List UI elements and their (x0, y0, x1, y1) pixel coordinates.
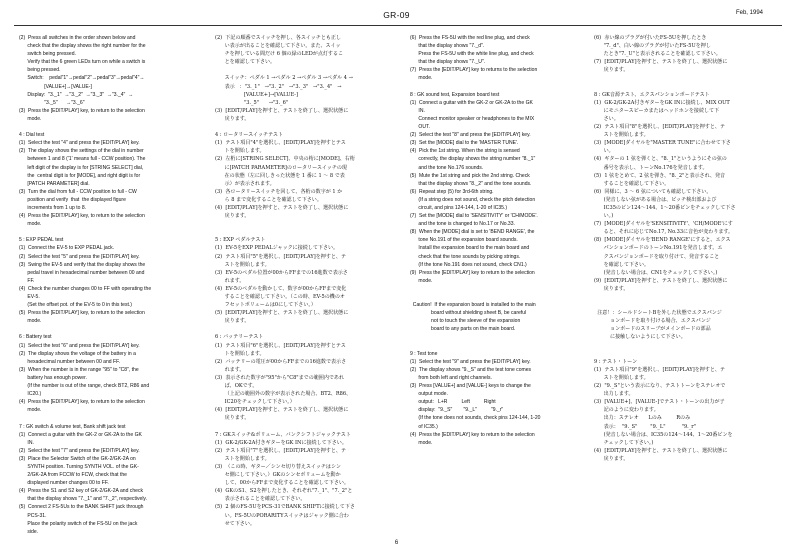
text-line: 7 : GKスイッチ&ボリューム、バンクシフトジャックテスト (215, 431, 351, 438)
text-line: (5) Press the [EDIT/PLAY] key, to return to the selection (19, 310, 145, 317)
page-number: 6 (394, 540, 399, 546)
text-line: output: L+R Left Right (410, 399, 496, 406)
text-line: ョンボードのスリーブがメインボードの部品 (594, 326, 711, 333)
text-line: (2) テスト項目"5"を選択し、[EDIT/PLAY]を押すと、テ (215, 253, 347, 260)
text-line: 表示： "9._S" "9._L" "9._r" (594, 423, 697, 430)
text-line: (1) テスト項目"9"を選択し、[EDIT/PLAY]を押すと、テ (594, 366, 726, 373)
text-line: switch being pressed. (19, 51, 76, 58)
text-line: that the display shows "8._2" and the tone sounds. (410, 180, 532, 187)
text-line: and the tone No.176 sounds. (410, 164, 484, 171)
text-line: (3) Set the [MODE] dial to the 'MASTER TUNE'. (410, 140, 519, 147)
text-line: 示）が表示されます。 (215, 180, 275, 187)
text-line: left digit of the display is for [STRING SELECT] dial, (19, 164, 144, 171)
text-line: Switch: pedal"1"→pedal"2"→pedal"3"→pedal"4"→ (19, 75, 145, 82)
text-line: (2) Select the test "8" and press the [EDIT/PLAY] key. (410, 132, 531, 139)
text-line: (6) 同様に、3 ～ 6 弦についても確認して下さい。 (594, 188, 712, 195)
text-line: 戻ります。 (594, 67, 629, 74)
text-line: (9) Press the [EDIT/PLAY] key to return to the selection (410, 269, 535, 276)
text-line: (2) The display shows "9._S" and the test tone comes (410, 366, 532, 373)
text-line: (2) Select the test "5" and press the [EDIT/PLAY] key. (19, 253, 140, 260)
text-line: (7) [EDIT/PLAY]を押すと、テストを終了し、選択状態に (594, 59, 728, 66)
text-line: に接触しないようにして下さい。 (594, 334, 686, 341)
text-line: (2) テスト項目"8"を選択し、[EDIT/PLAY]を押すと、テ (594, 124, 726, 131)
text-line: mode. (410, 439, 433, 446)
text-line (594, 83, 784, 91)
text-line: Press the FS-5U with the white line plug, and check (410, 51, 534, 58)
text-line: mode. (19, 318, 42, 325)
text-line: 8 : GK音源テスト、エクスパンションボードテスト (594, 91, 710, 98)
text-line: チェックして下さい。) (594, 439, 654, 446)
text-line: the central digit is for [MODE], and right digit is for (19, 172, 141, 179)
text-line: mode. (410, 75, 433, 82)
text-line: [PATCH PARAMETER] dial. (19, 180, 90, 187)
text-line: position and verify that the displayed figure (19, 196, 126, 203)
text-line: SYNTH position. Turning SYNTH VOL. of the GK- (19, 463, 139, 470)
text-line: ら 8 まで変化することを確認して下さい。 (215, 196, 322, 203)
text-line: ば、OKです。 (215, 383, 258, 390)
text-line: (5) 1 弦をとめて、2 弦を弾き、"8._2"と表示され、発音 (594, 172, 726, 179)
column-english-left (19, 34, 209, 536)
text-line: PCS-31. (19, 512, 47, 519)
text-line (19, 414, 209, 422)
text-line: (4) [EDIT/PLAY]を押すと、テストを終了し、選択状態に (215, 407, 349, 414)
text-line: (発音しない場合は、CN1をチェックして下さい。) (594, 269, 718, 276)
text-line: 戻ります。 (594, 455, 629, 462)
column-english-right (410, 34, 600, 447)
text-line: 4 : ロータリースイッチテスト (215, 132, 284, 139)
text-line: (2) 左桁に[STRING SELECT]、中央の桁に[MODE]、右桁 (215, 156, 355, 163)
text-line: (5) Mute the 1st string and pick the 2nd string. Check (410, 172, 530, 179)
text-line: Display: "3._1" →"3._2" →"3._3" →"3._4" → (19, 91, 134, 98)
text-line: (2) テスト項目"7"を選択し、[EDIT/PLAY]を押すと、テ (215, 447, 347, 454)
text-line: (3) Swing the EV-5 and verify that the display shows the (19, 261, 146, 268)
text-line: することを確認して下さい。 (594, 180, 670, 187)
text-line: from both left and right channels. (410, 374, 492, 381)
header-rule (14, 25, 782, 26)
text-line: Install the expansion board to the main board and (410, 245, 530, 252)
text-line: IN. (19, 439, 34, 446)
text-line: hexadecimal number between 00 and FF. (19, 358, 120, 365)
text-line: れます。 (215, 277, 245, 284)
text-line: (4) Pick the 1st string. When the string is sensed (410, 148, 520, 155)
text-line (410, 342, 600, 350)
text-line: (4) Press the S1 and S2 key of GK-2/GK-2A and check (19, 488, 143, 495)
text-line: (8) [MODE]ダイヤルを'BEND RANGE'にすると、エクス (594, 237, 731, 244)
text-line: 6 : Battery test (19, 334, 52, 341)
text-line: IC20.) (19, 391, 42, 398)
text-line: (5) 2 個のFS-5UをPCS-31でBANK SHIFTに接続して下さ (215, 504, 355, 511)
text-line: FF. (19, 277, 35, 284)
text-line: (8) When the [MODE] dial is set to 'BEND RANGE', the (410, 229, 535, 236)
text-line: ョンボードを取り付ける場合、エクスパンジ (594, 318, 711, 325)
text-line: 5 : EXP PEDAL test (19, 237, 64, 244)
text-line: (Set the offset pot. of the EV-5 to 0 in this test.) (19, 302, 132, 309)
text-line (215, 325, 405, 333)
text-line (594, 293, 784, 301)
text-line (594, 350, 784, 358)
text-line: (If the tone No.191 does not sound, check CN1.) (410, 261, 527, 268)
text-line (19, 325, 209, 333)
text-line (410, 293, 600, 301)
text-line: (4) Press the [EDIT/PLAY] key, to return to the selection (19, 399, 145, 406)
text-line: ストを開始します。 (594, 374, 649, 381)
text-line: Verify that the 6 green LEDs turn on while a switch is (19, 59, 146, 66)
text-line: (1) Select the test "4" and press the [EDIT/PLAY] key. (19, 140, 140, 147)
text-line: さい。 (594, 115, 619, 122)
text-line: Caution! If the expansion board is installed to the main (410, 302, 536, 309)
text-line: "3._5" →"3._6" (19, 99, 85, 106)
text-line: check that the tone sounds by picking strings. (410, 253, 521, 260)
text-line: (3) Press the [EDIT/PLAY] key, to return to the selection (19, 107, 145, 114)
text-line: being pressed. (19, 67, 61, 74)
text-line: (3) 各ロータリースイッチを回して、各桁の数字が 1 か (215, 188, 343, 195)
text-line: OUT. (410, 124, 430, 131)
text-line: (2) The display shows the settings of the dial in number (19, 148, 144, 155)
text-line: （上記の範囲外の数字が表示された場合、BT2、R86、 (215, 391, 352, 398)
text-line: い。 (594, 148, 614, 155)
text-line: IC20をチェックして下さい。） (215, 399, 295, 406)
text-line: (4) EV-5のペダルを動かして、数字が00からFFまで変化 (215, 285, 347, 292)
text-line: とを確認して下さい。 (215, 59, 276, 66)
text-line: (5) [EDIT/PLAY]を押すと、テストを終了し、選択状態に (215, 310, 349, 317)
text-line: (1) GK-2/GK-2A付きギターをGK INに接続して下さい。 (215, 439, 347, 446)
text-line: (1) Select the test "6" and press the [EDIT/PLAY] key. (19, 342, 140, 349)
text-line: (4) Check the number changes 00 to FF with operating the (19, 285, 152, 292)
text-line: display: "9._S" "9._L" "9._r" (410, 407, 504, 414)
text-line (215, 123, 405, 131)
text-line: that the display shows "7._U". (410, 59, 486, 66)
text-line: たとき"7._U"と表示されることを確認して下さい。 (594, 51, 721, 58)
text-line: check that the display shows the right number for the (19, 43, 146, 50)
text-line: 表示 ："3._1" →"3._2" →"3._3" →"3._4" → (215, 83, 342, 90)
text-line: displayed number changes 00 to FF. (19, 480, 109, 487)
text-line: (If the tone does not sounds, check pins 124-144, 1-20 (410, 415, 541, 422)
text-line: IN. (410, 107, 425, 114)
text-line: (1) GK-2/GK-2A付きギターをGK INに接続し、MIX OUT (594, 99, 730, 106)
text-line: (3) 表示された数字が"95"から"C8"までの範囲内であれ (215, 374, 345, 381)
text-line: side. (19, 528, 39, 535)
text-line: (4) [EDIT/PLAY]を押すと、テストを終了し、選択状態に (215, 204, 349, 211)
text-line: ストを開始します。 (215, 455, 270, 462)
text-line: board to any parts on the main board. (410, 326, 516, 333)
text-line: board without shielding sheet B, be careful (410, 310, 527, 317)
text-line: (4) [EDIT/PLAY]を押すと、テストを終了し、選択状態に (594, 447, 728, 454)
text-line (19, 123, 209, 131)
text-line: い。FS-5UのPORARITYスイッチはジャック側に合わ (215, 512, 349, 519)
text-line: between 1 and 8 ('1' means full - CCW position). The (19, 156, 146, 163)
text-line: (4) Press the [EDIT/PLAY] key to return to the selection (410, 431, 535, 438)
text-line: することを確認して下さい。（この時、EV-5の機のオ (215, 294, 345, 300)
text-line: (発音しない場合は、IC35の124～144、1～20番ピンを (594, 431, 733, 438)
text-line: ストを開始します。 (594, 132, 649, 139)
text-line: (3) Press [VALUE+] and [VALUE-] keys to change the (410, 383, 531, 390)
text-line: (2) The display shows the voltage of the battery in a (19, 350, 136, 357)
text-line: (If the number is out of the range, check BT2, R86 and (19, 383, 150, 390)
text-line: mode. (19, 221, 42, 228)
text-line: increments from 1 up to 8. (19, 204, 87, 211)
text-line (410, 285, 600, 293)
text-line: (4) ギターの 1 弦を弾くと、"8._1"というようにその弦の (594, 156, 727, 163)
text-line: (3) （この時、ギター／シンセ切り替えスイッチはシン (215, 463, 341, 470)
text-line: フセットボリュームは0にして下さい。） (215, 302, 316, 309)
text-line (594, 74, 784, 82)
text-line: (7) Set the [MODE] dial to 'SENSITIVITY' or 'CH/MODE'. (410, 213, 538, 220)
text-line: (3) When the number is in the range "95" to "C8", the (19, 366, 139, 373)
text-line: correctly, the display shows the string number "8._1" (410, 156, 536, 163)
text-line: (5) Connect 2 FS-5Us to the BANK SHIFT jack through (19, 504, 144, 511)
text-line: 出力します。 (594, 391, 634, 398)
text-line: (9) [EDIT/PLAY]を押すと、テストを終了し、選択状態に (594, 277, 728, 284)
text-line: 5 : EXP ペダルテスト (215, 237, 266, 244)
text-line: (3) [VALUE+]、[VALUE-]でテスト・トーンの出力が子 (594, 399, 725, 406)
text-line: れます。 (215, 366, 245, 373)
text-line: 7 : GK switch & volume test, Bank shift jack test (19, 423, 126, 430)
text-line: (1) Connect the EV-5 to EXP PEDAL jack. (19, 245, 115, 252)
text-line: that the display shows "7._d". (410, 43, 485, 50)
text-line: tone No.191 of the expansion board sounds. (410, 237, 518, 244)
text-line: of IC35.) (410, 423, 438, 430)
text-line: mode. (19, 407, 42, 414)
text-line: (1) テスト項目"6"を選択し、[EDIT/PLAY]を押すとテス (215, 342, 346, 349)
text-line: (1) Connect a guitar with the GK-2 or GK-2A to the GK (19, 431, 142, 438)
text-line: [VALUE+]→[VALUE-] (19, 83, 92, 90)
text-line: (1) Connect a guitar with the GK-2 or GK-2A to the GK (410, 99, 533, 106)
text-line: (6) Repeat step (5) for 3rd-6th string. (410, 188, 494, 195)
text-line: トを開始します。 (215, 350, 265, 357)
text-line: 番号を表示し、トーンNo.176を発音します。 (594, 164, 708, 171)
text-line: IC35のピン124～144、1～20番ピンをチェックして下さ (594, 204, 736, 211)
text-line: (2) "9._S"という表示になり、テストトーンをステレオで (594, 383, 726, 390)
text-line: セ側にして下さい。）GKのシンセボリュームを動か (215, 472, 341, 479)
text-line: "7._d"、白い線のプラグが付いたFS-5Uを押し (594, 43, 711, 50)
text-line: mode. (19, 115, 42, 122)
text-line: パンションボードのトーンNo.191を発音します。エ (594, 245, 723, 252)
text-line: (3) [MODE]ダイヤルを"MASTER TUNE"に合わせて下さ (594, 140, 731, 147)
text-line: (1) EV-5をEXP PEDALジャックに接続して下さい。 (215, 245, 339, 252)
text-line (410, 83, 600, 91)
text-line: を確認して下さい。 (594, 261, 650, 268)
text-line: い表示が出ることを確認して下さい。また、スイッ (215, 43, 341, 50)
text-line: EV-5. (19, 294, 40, 300)
text-line: 9 : Test tone (410, 350, 438, 357)
text-line: チを押している間だけ 6 個の緑のLEDが点灯するこ (215, 51, 344, 58)
text-line: して、00からFFまで変化することを確認して下さい。 (215, 480, 349, 487)
text-line: (2) バッテリーの電圧が00からFFまでの16進数で表示さ (215, 358, 347, 365)
text-line (215, 423, 405, 431)
text-line: that the display shows "7._1" and "7._2", respectively. (19, 496, 147, 503)
text-line: (2) Press all switches in the order shown below and (19, 35, 136, 41)
text-line (594, 342, 784, 350)
text-line: mode. (410, 277, 433, 284)
text-line (19, 228, 209, 236)
document-date: Feb, 1994 (735, 10, 763, 16)
text-line: (1) Select the test "9" and press the [EDIT/PLAY] key. (410, 358, 531, 365)
text-line: 2/GK-2A from FCCW to FCW, check that the (19, 472, 127, 479)
text-line: "3._5" →"3._6" (215, 99, 289, 106)
text-line: (3) [EDIT/PLAY]を押すと、テストを終了し、選択状態に (215, 107, 349, 114)
text-line: 戻ります。 (215, 115, 250, 122)
text-line: せて下さい。 (215, 520, 255, 527)
text-line: (3) EV-5のペダル位置が00からFFまでの16進数で表示さ (215, 269, 348, 276)
text-line: ストを開始します。 (215, 261, 270, 268)
text-line: (1) テスト項目"4"を選択し、[EDIT/PLAY]を押すとテス (215, 140, 346, 147)
text-line (410, 333, 600, 341)
text-line: Place the polarity switch of the FS-5U on the jack (19, 520, 138, 527)
text-line: に[PATCH PARAMETER]のロータリースイッチの現 (215, 164, 347, 171)
text-line (594, 301, 784, 309)
text-line: トを開始します。 (215, 148, 265, 155)
text-line: not to touch the sleeve of the expansion (410, 318, 521, 325)
text-line: 戻ります。 (215, 318, 250, 325)
text-line: 戻ります。 (215, 213, 250, 220)
text-line: (6) 赤い線のプラグが付いたFS-5Uを押したとき (594, 35, 707, 41)
text-line: にモニタースピーカまたはヘッドホンを接続して下 (594, 107, 720, 114)
text-line: circuit, and pins 124-144, 1-20 of IC35.) (410, 204, 508, 211)
text-line: クスパンジョンボードを取り付けて、発音すること (594, 253, 720, 260)
text-line: 9 : テスト・トーン (594, 358, 638, 365)
text-line: 戻ります。 (594, 285, 629, 292)
text-line: い。) (594, 213, 614, 220)
text-line: (If a string does not sound, check the pitch detection (410, 196, 536, 203)
page-title: GR-09 (383, 10, 410, 20)
text-line: (2) Select the test "7" and press the [EDIT/PLAY] key. (19, 447, 140, 454)
text-line: 記のように変わります。 (594, 407, 659, 414)
text-line: (4) GKのS1、S2を押したとき、それぞれ"7._1"、"7._2"と (215, 488, 353, 495)
column-japanese-right (594, 34, 784, 463)
text-line: (発音しない弦がある場合は、ピッチ検出部および (594, 196, 717, 203)
text-line: 表示されることを確認して下さい。 (215, 496, 306, 503)
text-line: (4) Press the [EDIT/PLAY] key, to return to the selection (19, 213, 145, 220)
text-line: (3) Turn the dial from full - CCW position to full - CW (19, 188, 137, 195)
text-line: 戻ります。 (215, 415, 250, 422)
text-line: (6) Press the FS-5U with the red line plug, and check (410, 35, 530, 41)
text-line: (2) 下記の順番でスイッチを押し、各スイッチとも正し (215, 35, 342, 41)
text-line (215, 228, 405, 236)
column-japanese-left (215, 34, 405, 528)
text-line: ると、それに応じてNo.17, No.33に音色が変わります。 (594, 229, 734, 236)
text-line: 在の状態（左に回しきった状態を 1 番に 1 ～ 8 で表 (215, 172, 345, 179)
text-line: battery has enough power. (19, 374, 87, 381)
text-line: output mode. (410, 391, 448, 398)
text-line: 6 : バッテリーテスト (215, 334, 264, 341)
text-line: 注意！：シールドシートBを外した状態でエクスパンジ (594, 310, 722, 317)
text-line: (7) Press the [EDIT/PLAY] key to returns to the selection (410, 67, 538, 74)
text-line (215, 66, 405, 74)
text-line: 出力：ステレオ Lのみ Rのみ (594, 415, 691, 422)
text-line: and the tone is changed to No.17 or No.33. (410, 221, 515, 228)
text-line: Connect monitor speaker or headphones to the MIX (410, 115, 535, 122)
text-line: pedal travel in hexadecimal number between 00 and (19, 269, 145, 276)
text-line: (7) [MODE]ダイヤルを'SENSITIVITY'、'CH/MODE'にす (594, 221, 733, 228)
text-line: 4 : Dial test (19, 132, 45, 139)
text-line: スイッチ：ペダル 1 →ペダル 2 →ペダル 3 →ペダル 4 → (215, 75, 353, 82)
text-line: [VALUE+]→[VALUE-] (215, 91, 298, 98)
text-line: (3) Place the Selector Switch of the GK-2/GK-2A on (19, 455, 136, 462)
text-line (215, 220, 405, 228)
text-line: 8 : GK sound test, Expansion board test (410, 91, 500, 98)
